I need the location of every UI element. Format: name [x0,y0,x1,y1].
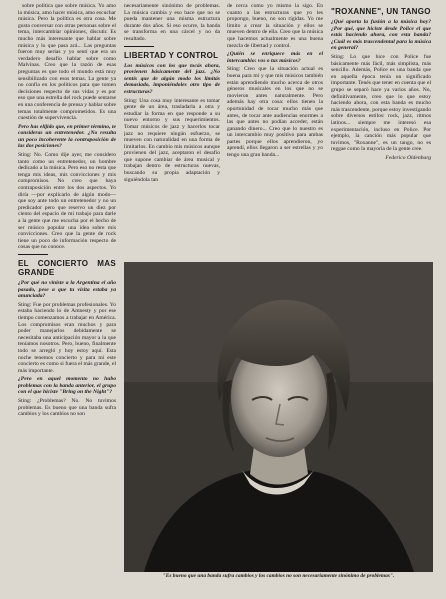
column-1 [18,3,116,593]
portrait-photo [124,262,433,572]
column-4 [331,3,431,255]
question: Pero has elijido que, en primer término, te consideras un entretenedor. ¿No resulta un poco incoherente la contraposición de las dos posiciones? [18,123,116,150]
section-heading: "ROXANNE", UN TANGO [331,7,431,16]
question: ¿Quién se enriquece más en el intercambio: vos o tus músicos? [227,51,323,64]
paragraph: necesariamente sinónimo de problemas. La música cambia y eso hace que no se pueda mantener una misma estructura durante dos años. Si eso ocurre, la banda se transforma en una cárcel y no da resultado. [124,3,220,42]
section-rule [124,46,154,47]
paragraph: de cerca como yo mismo la sigo. En cuanto a las estructuras que yo les propongo, bueno, no son rígidas. Yo me limito a crear la situación y ellos se mueven dentro de ella. Creo que la música que hacemos actualmente es una buena mezcla de libertad y control. [227,3,323,49]
paragraph: Sting: Lo que hice con Police fue básicamente más fácil, más simplista, más sencillo. Además, Police es una banda que en aquella época tenía un significado importante. Tenés que tener en cuenta que el grupo se separó hace ya varios años. No, definitivamente, creo que lo que estoy haciendo ahora, con esta banda es mucho más trascendente, porque estoy investigando sobre diversos estilos: rock, jazz, ritmos latinos... siempre me interesó esa experimentación, incluso en Police. Por ejemplo, la canción más popular que tuvimos, "Roxanne", es un tango, no es reggae como la mayoría de la gente cree. [331,53,431,153]
column-2 [124,3,220,255]
paragraph: Sting: Fue por problemas profesionales. Yo estaba haciendo lo de Amnesty y por ese tiempo comenzamos a trabajar en América. Los compromisos eran muchos y para poder manejarlos debidamente se necesitaba una anticipación mayor a la que teníamos nosotros. Pero, bueno, finalmente todo se arregló y hoy estoy aquí. Esta noche tenemos concierto y para mí este concierto es como si fuera el más grande, el más importante. [18,301,116,374]
section-heading: EL CONCIERTO MAS GRANDE [18,258,116,277]
paragraph: Sting: Una cosa muy interesante es tomar gente de un área, trasladarla a otra y estudiar la forma en que responde a su nuevo entorno y sus requerimientos. Tomar músicos de jazz y hacerlos tocar jazz no requiere ningún esfuerzo, se mueven con naturalidad en una forma de limitarlos. En cambio mis músicos aunque provienen del jazz, aceptaron el desafío que supone cambiar de área musical y trabajan dentro de estructuras nuevas, buscando su propia adaptación y siguiéndola tan [124,97,220,183]
paragraph: Sting: Creo que la situación actual es buena para mí y que mis músicos también están aprendiendo mucho acerca de otros géneros musicales en los que no se movieron antes naturalmente. Pero además hay otra cosa: ellos tienen la oportunidad de tocar mucho más que antes, de tocar ante audiencias enormes a las que antes no podían acceder, están ganando dinero... Creo que lo nuestro es un intercambio muy positivo para ambas partes porque ellos aprendieron, yo aprendí, ellos llegaron a ser estrellas y yo tengo una gran banda... [227,66,323,159]
section-rule [18,254,48,255]
paragraph: Sting: No. Como dije ayer, me considero tanto como un entretenedor, un hombre dedicado a la música. Pero eso no resta que tenga mis ideas, mis convicciones y mis compromisos. No creo que haya contraposición entre los dos aspectos. Yo diría —por explicarlo de algún modo— que soy ante todo un entretenedor y no un predicador pero que reservo un diez por ciento del espacio de mi trabajo para darle a la gente que me escucha por el hecho de ser músico popular una idea sobre mis convicciones. Creo que la gente de rock tiene un poco de información respecto de cosas que no conoce. [18,152,116,251]
section-heading: LIBERTAD Y CONTROL [124,50,219,60]
question: ¿Qué aporta la fusión a la música hoy? ¿Por qué, que hiciste desde Police el que estás haciendo ahora, con esta banda? ¿Cuál es más trascendental para la música en general? [331,19,431,52]
question: ¿Por qué no viniste a la Argentina el año pasado, pese a que tu visita estaba ya anunciada? [18,279,116,300]
photo-caption: "Es bueno que una banda sufra cambios y los cambios no son necesariamente sinónimo de problemas". [162,573,395,579]
portrait-illustration [124,262,433,572]
paragraph: sobre política que sobre música. Yo amo la música, amo hacer música, amo escuchar música. Pero la política es otra cosa. Me gusta conversar con otras personas sobre el tema, intercambiar opiniones, discutir. Es mucho más interesante que hablar sobre música y lo que pasa acá... Las preguntas fueron muy serias y yo sentí que era un verdadero desafío hablar sobre como Malvinas. Creo que la razón de esas preguntas es que todo el mundo está muy sensibilizado con esos temas. La gente ya no confía en los políticos para que tomen decisiones respecto de sus vidas y es por eso que una estrella del rock puede sentarse en una conferencia de prensa y hablar sobre temas totalmente comprometidos. Es una cuestión de supervivencia. [18,3,116,122]
paragraph: Sting: ¿Problemas? No. No tuvimos problemas. Es bueno que una banda sufra cambios y los cambios no son [18,398,116,418]
column-3 [227,3,323,255]
author-signature: Federico Oldenburg [385,154,431,161]
question: Los músicos con los que tocás ahora, provienen básicamente del jazz. ¿No sentís que de algún modo los limitás demasiado, imponiéndoles otro tipo de estructuras? [124,62,220,95]
question: ¿Pero en aquel momento no hubo problemas con la banda anterior, el grupo con el que hiciste "Bring on the Night"? [18,376,116,396]
